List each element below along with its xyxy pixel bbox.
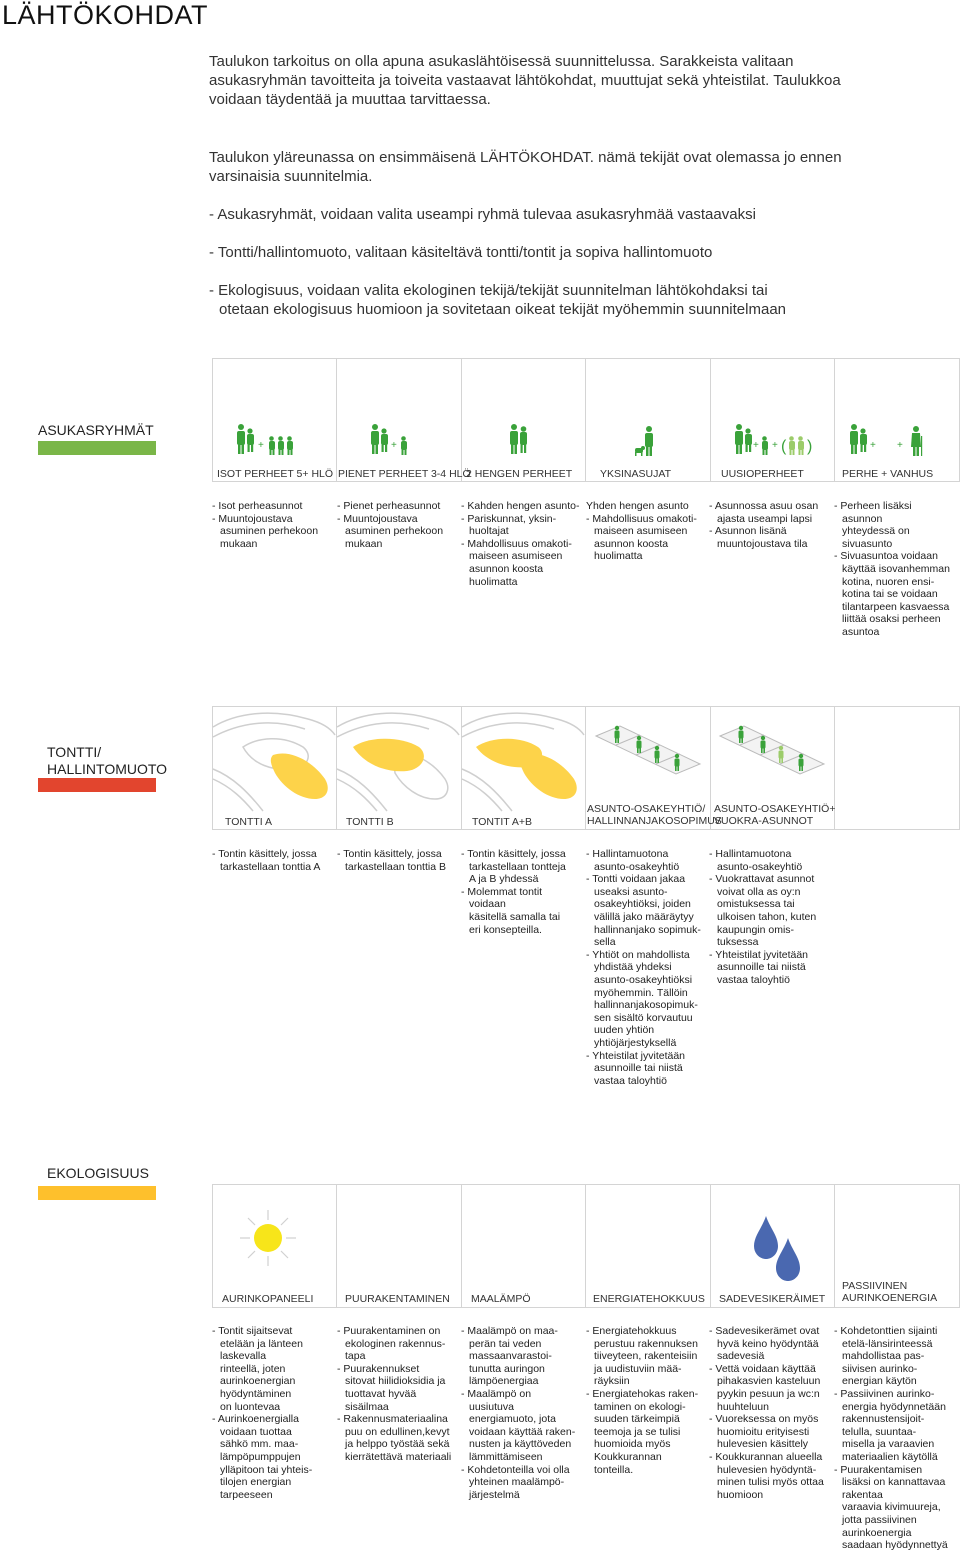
section-color-bar-yellow [38,1186,156,1200]
svg-text:+: + [753,440,759,451]
description-item: - Isot perheasunnot [212,500,303,512]
column-label: 2 HENGEN PERHEET [466,468,573,480]
description-item: Yhden hengen asunto [586,500,689,512]
people-icon-blended-family [730,420,830,460]
description-item: - Asunnon lisänä muuntojoustava tila [709,525,808,550]
column-label: UUSIOPERHEET [721,468,804,480]
ownership-diagram-vuokra [712,712,832,792]
description-item: - Hallintamuotona asunto-osakeyhtiö [709,848,803,873]
description-item: - Vuokrattavat asunnot voivat olla as oy:n omistuksessa tai ulkoisen tahon, kuten kaupungin omis- tuksessa [709,873,817,949]
description-tontit-a-b [461,848,585,936]
description-item: - Tontin käsittely, jossa tarkastellaan tontteja A ja B yhdessä [461,848,566,886]
description-item: - Kohdetonttien sijainti etelä-länsirinteessä mahdollistaa pas- siivisen aurinko- energian käytön [834,1325,938,1388]
svg-text:(: ( [781,438,787,455]
column-label: AURINKOPANEELI [222,1293,314,1305]
description-tontti-b [337,848,461,873]
description-item: - Tontit sijaitsevat etelään ja länteen laskevalla rinteellä, joten aurinkoenergian hyödyntäminen on luontevaa [212,1325,303,1413]
description-item: - Vuoreksessa on myös huomioitu erityisesti hulevesien käsittely [709,1413,819,1451]
column-label-line: ASUNTO-OSAKEYHTIÖ+ [714,803,836,815]
description-sadevesikeraimet [709,1325,833,1501]
description-tontti-a [212,848,336,873]
column-label: SADEVESIKERÄIMET [719,1293,826,1305]
column-label: YKSINASUJAT [600,468,671,480]
column-label: MAALÄMPÖ [471,1293,531,1305]
people-icon-family-with-elderly [845,420,945,460]
intro-paragraph-1 [209,52,841,109]
description-item: - Yhtiöt on mahdollista yhdistää yhdeksi asunto-osakeyhtiöksi myöhemmin. Tällöin hallinnanjakosopimuk- sen sisältö korvautuu uuden yhtiön yhtiöjärjestyksellä [586,948,698,1049]
site-map-tontti-b [337,707,460,812]
description-item: - Puurakennukset sitovat hiilidioksidia ja tuottavat hyvää sisäilmaa [337,1362,446,1413]
description-isot-perheet [212,500,336,550]
description-vuokra-asunnot [709,848,833,987]
bullet-asukasryhmat: - Asukasryhmät, voidaan valita useampi ryhmä tulevaa asukasryhmää vastaavaksi [209,206,756,223]
description-item: - Mahdollisuus omakoti- maiseen asumiseen asunnon koosta huolimatta [461,537,572,588]
section-label-line: TONTTI/ [47,744,102,760]
column-label-line: ASUNTO-OSAKEYHTIÖ/ [587,803,706,815]
column-label [587,803,722,827]
site-map-tontti-a [213,707,336,812]
intro-line: Taulukon tarkoitus on olla apuna asukaslähtöisessä suunnittelussa. Sarakkeista valitaan [209,53,794,70]
description-2-hengen [461,500,591,588]
column-label: PUURAKENTAMINEN [345,1293,450,1305]
sun-icon [238,1208,298,1268]
description-item: - Passiivinen aurinko- energia hyödynnetään rakennustensijoit- telulla, suuntaa- misella ja varaavien materiaalien käytöllä [834,1387,946,1463]
description-item: - Puurakentamisen lisäksi on kannattavaa rakentaa varaavia kivimuureja, jotta passiivinen aurinkoenergia saadaan hyödynnettyä [834,1463,948,1552]
section-color-bar-red [38,778,156,792]
description-puurakentaminen [337,1325,461,1464]
column-label: PIENET PERHEET 3-4 HLÖ [338,468,471,480]
bullet-tontti: - Tontti/hallintomuoto, valitaan käsiteltävä tontti/tontit ja sopiva hallintomuoto [209,244,713,261]
column-label: TONTIT A+B [472,816,533,828]
column-label [842,1280,937,1304]
bullet-ekologisuus [209,281,786,319]
description-item: - Sadevesikerämet ovat hyvä keino hyödyntää sadevesiä [709,1325,820,1363]
section-label-asukasryhmat: ASUKASRYHMÄT [38,422,154,438]
description-item: - Maalämpö on maa- perän tai veden massaanvarastoi- tunutta auringon lämpöenergiaa [461,1325,558,1388]
column-label-line: PASSIIVINEN [842,1280,908,1292]
description-item: - Kahden hengen asunto- [461,500,580,512]
description-passiivinen-aurinkoenergia [834,1325,960,1552]
intro-line: asukasryhmän tavoitteita ja toiveita vastaavat lähtökohdat, muuttujat sekä yhteistilat. Taulukkoa [209,72,841,89]
column-label-line: VUOKRA-ASUNNOT [714,815,814,827]
column-label: TONTTI A [225,816,273,828]
column-label: PERHE + VANHUS [842,468,934,480]
description-aurinkopaneeli [212,1325,336,1501]
ownership-diagram-hallinnanjako [588,712,708,792]
description-item: - Tontin käsittely, jossa tarkastellaan tonttia B [337,848,446,873]
description-maalampo [461,1325,585,1501]
description-item: - Perheen lisäksi asunnon yhteydessä on sivuasunto [834,500,912,550]
description-item: - Energiatehokkuus perustuu rakennuksen tiiveyteen, rakenteisiin ja uudistuviin mää- räyksiin [586,1325,698,1388]
svg-text:+: + [772,440,778,451]
description-item: - Molemmat tontit voidaan käsitellä samalla tai eri konsepteilla. [461,885,561,936]
svg-text:+: + [897,440,903,451]
intro-paragraph-2 [209,148,842,186]
description-pienet-perheet [337,500,461,550]
column-label: ISOT PERHEET 5+ HLÖ [217,468,334,480]
description-item: - Maalämpö on uusiutuva energiamuoto, jota voidaan käyttää raken- nusten ja käyttöveden lämmittämiseen [461,1387,576,1463]
description-item: - Muuntojoustava asuminen perhekoon mukaan [212,512,319,550]
column-label: TONTTI B [346,816,394,828]
section-label-line: HALLINTOMUOTO [47,761,168,777]
description-hallinnanjako [586,848,710,1087]
people-icon-small-family [366,420,426,460]
intro-line: voidaan täydentää ja muuttaa tarvittaessa. [209,91,491,108]
description-item: - Muuntojoustava asuminen perhekoon mukaan [337,512,444,550]
bullet-line: - Ekologisuus, voidaan valita ekologinen tekijä/tekijät suunnitelman lähtökohdaksi tai [209,282,768,299]
bullet-line: otetaan ekologisuus huomioon ja sovitetaan oikeat tekijät myöhemmin suunnitelmaan [219,301,787,318]
rain-drops-icon [748,1214,808,1284]
description-item: - Tontin käsittely, jossa tarkastellaan tonttia A [212,848,321,873]
description-energiatehokkuus [586,1325,710,1476]
people-icon-large-family [230,420,310,460]
people-icon-couple [505,420,545,460]
site-map-tontit-a-b [462,707,585,812]
section-label-tontti [47,744,167,778]
description-item: - Puurakentaminen on ekologinen rakennus- tapa [337,1325,446,1363]
description-item: - Tontti voidaan jakaa useaksi asunto- osakeyhtiöksi, joiden välillä jako määräytyy hallinnanjako sopimuk- sella [586,873,701,949]
intro-line: Taulukon yläreunassa on ensimmäisenä LÄHTÖKOHDAT. nämä tekijät ovat olemassa jo ennen [209,149,842,166]
section-color-bar-green [38,441,156,455]
description-item: - Hallintamuotona asunto-osakeyhtiö [586,848,680,873]
column-label-line: AURINKOENERGIA [842,1292,938,1304]
description-item: - Sivuasuntoa voidaan käyttää isovanhemman kotina, nuoren ensi- kotina tai se voidaan tilantarpeen kasvaessa liittää osaksi perheen asuntoa [834,550,950,638]
column-label-line: HALLINNANJAKOSOPIMUS [587,815,722,827]
description-yksinasujat [586,500,710,563]
description-item: - Mahdollisuus omakoti- maiseen asumiseen asunnon koosta huolimatta [586,512,697,563]
column-label: ENERGIATEHOKKUUS [593,1293,705,1305]
description-item: - Energiatehokas raken- taminen on ekologi- suuden tärkeimpiä teemoja ja se tulisi huomioida myös Koukkurannan tonteilla. [586,1387,699,1476]
description-item: - Koukkurannan alueella hulevesien hyödyntä- minen tulisi myös ottaa huomioon [709,1450,824,1501]
description-item: - Pienet perheasunnot [337,500,441,512]
svg-text:+: + [870,440,876,451]
description-item: - Aurinkoenergialla voidaan tuottaa sähkö mm. maa- lämpöpumppujen ylläpitoon tai yhteis- tilojen energian tarpeeseen [212,1413,313,1501]
page-title: LÄHTÖKOHDAT [2,0,209,30]
description-item: - Yhteistilat jyvitetään asunnoille tai niistä vastaa taloyhtiö [586,1049,686,1087]
column-label [714,803,835,827]
section-label-ekologisuus: EKOLOGISUUS [47,1165,149,1181]
description-item: - Yhteistilat jyvitetään asunnoille tai niistä vastaa taloyhtiö [709,948,809,986]
description-uusioperheet [709,500,833,550]
intro-line: varsinaisia suunnitelmia. [209,168,373,185]
description-item: - Vettä voidaan käyttää pihakasvien kasteluun pyykin pesuun ja wc:n huuhteluun [709,1362,821,1413]
people-icon-single-with-dog [632,420,672,460]
description-perhe-vanhus [834,500,960,639]
svg-text:+: + [391,440,397,451]
svg-text:): ) [807,438,813,455]
description-item: - Asunnossa asuu osan ajasta useampi lapsi [709,500,819,525]
svg-text:+: + [258,440,264,451]
description-item: - Kohdetonteilla voi olla yhteinen maalämpö- järjestelmä [461,1463,570,1501]
description-item: - Rakennusmateriaalina puu on edullinen,kevyt ja helppo työstää sekä kierrätettävä materiaali [337,1413,452,1463]
description-item: - Pariskunnat, yksin- huoltajat [461,512,557,538]
